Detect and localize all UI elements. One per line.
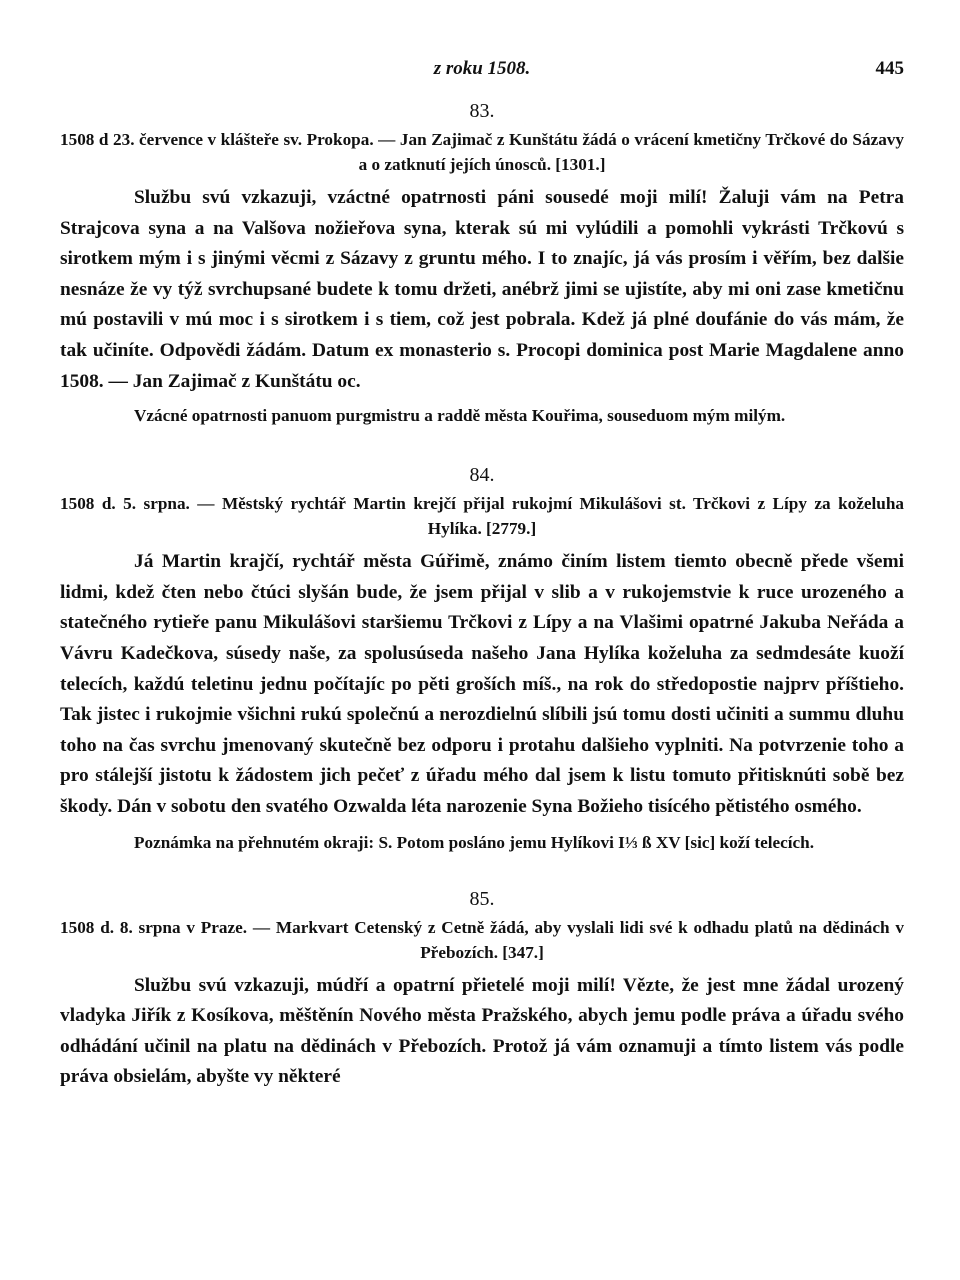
- document-body: Já Martin krajčí, rychtář města Gúřimě, známo činím listem tiemto obecně přede všemi lidmi, kdež čten nebo čtúci slyšán bude, že jsem přijal v slib a v rukojemstvie k ruce urozeného a statečného rytieře panu Mikulášovi staršiemu Trčkovi z Lípy a na Vlašimi opatrné Jakuba Neřáda a Vávru Kadečkova, súsedy naše, za spolusúseda našeho Jana Hylíka koželuha za sedmdesáte kuoží telecích, každú teletinu jednu počítajíc po pěti groších míš., na rok do středopostie najprv příštieho. Tak jistec i rukojmie všichni rukú společnú a nerozdielnú slíbili jsú tomu dosti učiniti a summu dluhu toho na čas svrchu jmenovaný skutečně bez odporu i protahu dalšieho vyplniti. Na potvrzenie toho a pro stálejší jistotu k žádostem jich pečeť z úřadu mého dal jsem k listu tomuto přitisknúti sobě bez škody. Dán v sobotu den svatého Ozwalda léta narozenie Syna Božieho tisícého pětistého osmého.: [60, 551, 904, 817]
- document-regest: 1508 d 23. července v klášteře sv. Prokopa. — Jan Zajimač z Kunštátu žádá o vrácení kmetičny Trčkové do Sázavy a o zatknutí jejích únosců. [1301.]: [60, 130, 904, 174]
- running-head: [60, 58, 904, 88]
- document-body: Službu svú vzkazuji, múdří a opatrní přietelé moji milí! Vězte, že jest mne žádal urozený vladyka Jiřík z Kosíkova, měštěnín Nového města Pražského, abych jemu podle práva a úřadu svého odhádání učinil na platu na dědinách v Přebozích. Protož já vám oznamuji a tímto listem vás podle práva obsielám, abyšte vy některé: [60, 974, 904, 1088]
- document-regest: 1508 d. 8. srpna v Praze. — Markvart Cetenský z Cetně žádá, aby vyslali lidi své k odhadu platů na dědinách v Přebozích. [347.]: [60, 917, 904, 962]
- running-title: z roku 1508.: [433, 58, 531, 79]
- document-83: [60, 100, 904, 428]
- document-84: [60, 464, 904, 855]
- document-85: [60, 888, 904, 1093]
- document-body: Službu svú vzkazuji, vzáctné opatrnosti páni sousedé moji milí! Žaluji vám na Petra Strajcova syna a na Valšova nožieřova syna, kterak sú mi vylúdili a pomohli vykrásti Trčkovú s sirotkem mým i s jinými věcmi z Sázavy z gruntu mého. I to znajíc, já vás prosím i věřím, bez dalšie nesnáze že vy týž svrchupsané budete k tomu držeti, anébrž jimi se ujistíte, aby mi oni zase kmetičnu mú postavili v mú moc i s sirotkem i s tiem, což jest pobrala. Kdež já plné doufánie do vás mám, že tak učiníte. Odpovědi žádám. Datum ex monasterio s. Procopi dominica post Marie Magdalene anno 1508. — Jan Zajimač z Kunštátu oc.: [60, 187, 904, 392]
- document-number: 85.: [469, 887, 495, 910]
- document-number: 83.: [469, 100, 495, 122]
- page-number: 445: [875, 58, 904, 79]
- document-regest: 1508 d. 5. srpna. — Městský rychtář Martin krejčí přijal rukojmí Mikulášovi st. Trčkovi z Lípy za koželuha Hylíka. [2779.]: [60, 494, 904, 539]
- document-note: Poznámka na přehnutém okraji: S. Potom posláno jemu Hylíkovi I⅓ ß XV [sic] koží telecích.: [134, 832, 815, 852]
- document-page: [60, 58, 904, 1093]
- document-number: 84.: [469, 464, 495, 487]
- document-address: Vzácné opatrnosti panuom purgmistru a raddě města Kouřima, souseduom mým milým.: [134, 406, 786, 426]
